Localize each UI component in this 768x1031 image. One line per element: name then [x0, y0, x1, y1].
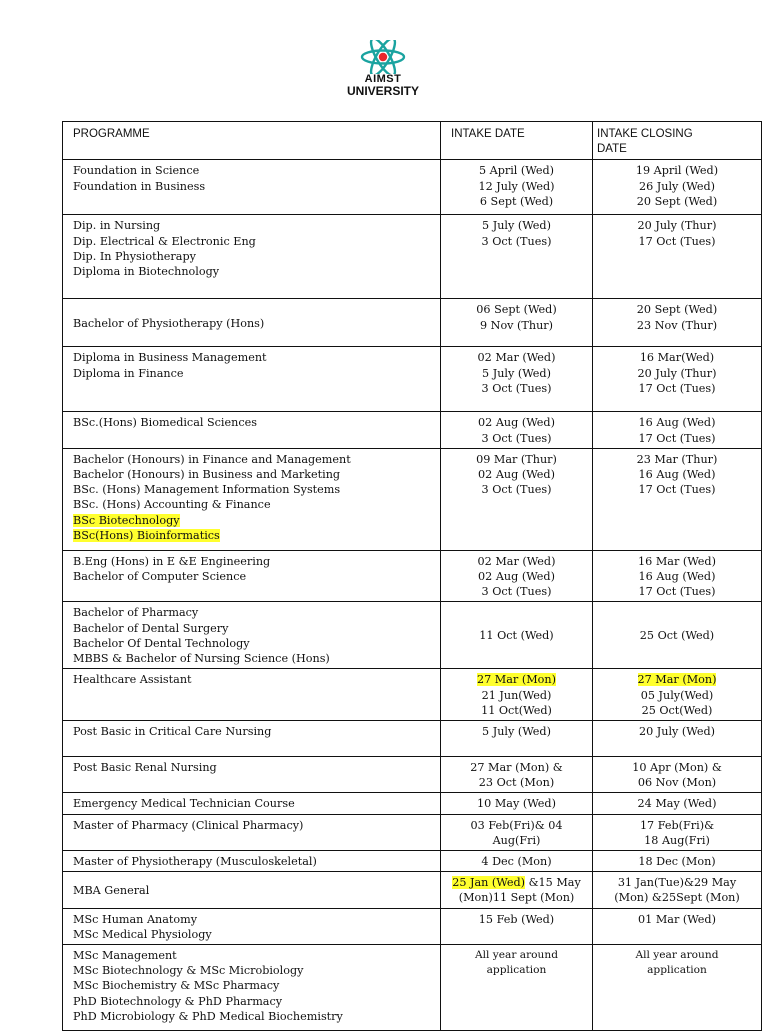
header-intake-date: INTAKE DATE — [441, 122, 593, 160]
programme-text: Bachelor (Honours) in Business and Marketing — [73, 468, 341, 482]
logo-name-line1: AIMST — [364, 73, 402, 85]
intake-date-text: (Mon)11 Sept (Mon) — [458, 891, 575, 905]
closing-date-line — [595, 963, 759, 978]
programme-text: Bachelor of Pharmacy — [73, 606, 199, 620]
closing-date-text: 18 Dec (Mon) — [638, 855, 716, 869]
programme-line — [73, 978, 436, 993]
programme-cell — [63, 851, 441, 872]
intake-date-text: 27 Mar (Mon) & — [470, 761, 563, 775]
programme-cell — [63, 299, 441, 347]
closing-date-line — [595, 366, 759, 381]
programme-text: PhD Microbiology & PhD Medical Biochemistry — [73, 1009, 343, 1023]
closing-date-text: 17 Oct (Tues) — [638, 234, 716, 248]
intake-date-line — [443, 569, 590, 584]
closing-date-line — [595, 672, 759, 687]
programme-line — [73, 218, 436, 233]
intake-date-line — [443, 724, 590, 739]
closing-date-line — [595, 724, 759, 739]
programme-line — [73, 796, 436, 811]
programme-line — [73, 366, 436, 381]
closing-date-text: 31 Jan(Tue)&29 May — [617, 876, 737, 890]
programme-text: Healthcare Assistant — [73, 673, 192, 687]
closing-date-text: 20 Sept (Wed) — [636, 194, 718, 208]
table-row — [63, 793, 762, 814]
intake-date-cell — [441, 757, 593, 793]
closing-date-text: 16 Mar (Wed) — [638, 554, 716, 568]
programme-line — [73, 415, 436, 430]
closing-date-cell — [593, 757, 762, 793]
intake-date-text: 3 Oct (Tues) — [481, 431, 552, 445]
table-row — [63, 550, 762, 602]
closing-date-line — [595, 415, 759, 430]
programme-line — [73, 994, 436, 1009]
table-row — [63, 721, 762, 757]
closing-date-line — [595, 318, 759, 333]
closing-date-text: 17 Oct (Tues) — [638, 483, 716, 497]
programme-cell — [63, 215, 441, 299]
intake-date-text: 03 Feb(Fri)& 04 — [470, 818, 563, 832]
intake-date-text: All year around — [475, 949, 558, 962]
closing-date-cell — [593, 602, 762, 669]
programme-cell — [63, 412, 441, 448]
closing-date-text: 25 Oct (Wed) — [639, 629, 715, 643]
programme-text: MSc Medical Physiology — [73, 927, 212, 941]
table-row — [63, 945, 762, 1031]
programme-line — [73, 672, 436, 687]
programme-line — [73, 569, 436, 584]
intake-date-cell — [441, 793, 593, 814]
programme-cell — [63, 602, 441, 669]
intake-date-line — [443, 672, 590, 687]
intake-date-cell — [441, 347, 593, 412]
closing-date-line — [595, 234, 759, 249]
intake-date-line — [443, 796, 590, 811]
closing-date-line — [595, 302, 759, 317]
intake-date-text: 3 Oct (Tues) — [481, 234, 552, 248]
table-row — [63, 347, 762, 412]
programme-text: Bachelor of Computer Science — [73, 570, 247, 584]
closing-date-text: 18 Aug(Fri) — [644, 833, 710, 847]
programme-line — [73, 760, 436, 775]
programme-line — [73, 636, 436, 651]
intake-date-line — [443, 350, 590, 365]
closing-date-text: (Mon) &25Sept (Mon) — [614, 891, 740, 905]
closing-date-line — [595, 818, 759, 833]
intake-date-line — [443, 452, 590, 467]
closing-date-line — [595, 890, 759, 905]
programme-text: MSc Human Anatomy — [73, 912, 198, 926]
table-row — [63, 669, 762, 721]
closing-date-text: 19 April (Wed) — [635, 164, 719, 178]
intake-date-text: 09 Mar (Thur) — [476, 452, 557, 466]
closing-date-text: 17 Feb(Fri)& — [639, 818, 715, 832]
intake-date-text: 15 Feb (Wed) — [478, 912, 555, 926]
intake-date-line — [443, 179, 590, 194]
intake-date-cell — [441, 160, 593, 215]
intake-date-text: 02 Aug (Wed) — [478, 570, 555, 584]
intake-date-text: 06 Sept (Wed) — [476, 303, 557, 317]
programme-cell — [63, 448, 441, 550]
table-row — [63, 602, 762, 669]
table-row — [63, 872, 762, 908]
intake-date-text: application — [486, 964, 547, 977]
closing-date-text: 01 Mar (Wed) — [638, 912, 716, 926]
closing-date-text: 20 July (Wed) — [638, 725, 716, 739]
closing-date-cell — [593, 721, 762, 757]
header-programme: PROGRAMME — [63, 122, 441, 160]
table-row — [63, 757, 762, 793]
programme-text: Foundation in Science — [73, 164, 200, 178]
programme-line — [73, 912, 436, 927]
programme-line — [73, 948, 436, 963]
table-row — [63, 412, 762, 448]
programme-text: MSc Biotechnology & MSc Microbiology — [73, 964, 304, 978]
programme-line — [73, 651, 436, 666]
closing-date-line — [595, 179, 759, 194]
intake-date-line — [443, 302, 590, 317]
closing-date-text: 17 Oct (Tues) — [638, 381, 716, 395]
programme-text: BSc Biotechnology — [73, 513, 180, 527]
closing-date-cell — [593, 299, 762, 347]
intake-date-text: 5 July (Wed) — [482, 219, 551, 233]
intake-date-text: 5 April (Wed) — [478, 164, 555, 178]
intake-date-cell — [441, 412, 593, 448]
programme-text: Bachelor Of Dental Technology — [73, 636, 250, 650]
programme-cell — [63, 793, 441, 814]
programme-line — [73, 605, 436, 620]
intake-date-text: 25 Jan (Wed) — [452, 876, 526, 890]
closing-date-line — [595, 760, 759, 775]
intake-date-cell — [441, 448, 593, 550]
intake-date-cell — [441, 814, 593, 850]
closing-date-text: 10 Apr (Mon) & — [632, 761, 722, 775]
intake-date-line — [443, 890, 590, 905]
closing-date-cell — [593, 412, 762, 448]
closing-date-cell — [593, 160, 762, 215]
intake-date-text: 02 Aug (Wed) — [478, 416, 555, 430]
closing-date-cell — [593, 872, 762, 908]
table-row — [63, 851, 762, 872]
programme-line — [73, 963, 436, 978]
intake-date-line — [443, 854, 590, 869]
intake-date-line — [443, 194, 590, 209]
closing-date-line — [595, 796, 759, 811]
closing-date-line — [595, 431, 759, 446]
table-row — [63, 299, 762, 347]
intake-date-line — [443, 628, 590, 643]
intake-date-line — [443, 366, 590, 381]
closing-date-text: 20 July (Thur) — [637, 366, 717, 380]
programme-text: Emergency Medical Technician Course — [73, 797, 295, 811]
table-row — [63, 160, 762, 215]
intake-date-text: 5 July (Wed) — [482, 725, 551, 739]
intake-date-text: 3 Oct (Tues) — [481, 483, 552, 497]
intake-date-line — [443, 688, 590, 703]
closing-date-text: 25 Oct(Wed) — [641, 703, 713, 717]
intake-date-text: 02 Aug (Wed) — [478, 468, 555, 482]
intake-date-cell — [441, 872, 593, 908]
intake-date-text: &15 May — [525, 876, 581, 890]
programme-line — [73, 854, 436, 869]
closing-date-cell — [593, 550, 762, 602]
intake-date-line — [443, 584, 590, 599]
table-row — [63, 814, 762, 850]
programme-text: Dip. Electrical & Electronic Eng — [73, 234, 256, 248]
programme-line — [73, 179, 436, 194]
closing-date-line — [595, 703, 759, 718]
intake-date-text: 11 Oct (Wed) — [479, 629, 554, 643]
closing-date-line — [595, 163, 759, 178]
intake-date-text: 3 Oct (Tues) — [481, 585, 552, 599]
programme-line — [73, 497, 436, 512]
closing-date-text: 16 Aug (Wed) — [638, 570, 716, 584]
programme-line — [73, 621, 436, 636]
programme-line — [73, 467, 436, 482]
logo-name-line2: UNIVERSITY — [346, 84, 419, 98]
closing-date-cell — [593, 793, 762, 814]
programme-cell — [63, 945, 441, 1031]
intake-date-cell — [441, 669, 593, 721]
closing-date-line — [595, 218, 759, 233]
closing-date-cell — [593, 347, 762, 412]
intake-date-line — [443, 760, 590, 775]
intake-date-cell — [441, 602, 593, 669]
intake-date-text: 11 Oct(Wed) — [481, 703, 552, 717]
programme-line — [73, 234, 436, 249]
intake-date-line — [443, 703, 590, 718]
intake-date-text: 6 Sept (Wed) — [479, 194, 554, 208]
intake-date-line — [443, 875, 590, 890]
header-closing-line1: INTAKE CLOSING — [597, 128, 693, 140]
programme-text: BSc. (Hons) Accounting & Finance — [73, 498, 271, 512]
programme-line — [73, 452, 436, 467]
intake-date-text: 02 Mar (Wed) — [477, 351, 556, 365]
intake-schedule-table — [62, 121, 762, 1031]
programme-text: Bachelor of Dental Surgery — [73, 621, 229, 635]
intake-date-line — [443, 963, 590, 978]
closing-date-cell — [593, 945, 762, 1031]
intake-date-text: 3 Oct (Tues) — [481, 381, 552, 395]
closing-date-cell — [593, 814, 762, 850]
closing-date-line — [595, 833, 759, 848]
programme-line — [73, 724, 436, 739]
programme-text: BSc.(Hons) Biomedical Sciences — [73, 416, 257, 430]
intake-date-line — [443, 381, 590, 396]
programme-text: Master of Pharmacy (Clinical Pharmacy) — [73, 818, 304, 832]
closing-date-line — [595, 854, 759, 869]
header-intake-closing-date — [593, 122, 762, 160]
intake-date-line — [443, 818, 590, 833]
programme-line — [73, 1009, 436, 1024]
closing-date-text: 17 Oct (Tues) — [638, 585, 716, 599]
intake-date-line — [443, 482, 590, 497]
programme-text: Dip. in Nursing — [73, 219, 161, 233]
programme-cell — [63, 814, 441, 850]
closing-date-line — [595, 467, 759, 482]
programme-text: Diploma in Finance — [73, 366, 184, 380]
intake-date-text: 5 July (Wed) — [482, 366, 551, 380]
atom-logo-icon — [360, 40, 406, 74]
university-logo — [340, 40, 426, 106]
closing-date-text: 06 Nov (Mon) — [637, 776, 717, 790]
table-row — [63, 908, 762, 944]
intake-date-text: 12 July (Wed) — [478, 179, 555, 193]
programme-text: Post Basic in Critical Care Nursing — [73, 725, 272, 739]
intake-date-line — [443, 431, 590, 446]
programme-text: Dip. In Physiotherapy — [73, 249, 196, 263]
intake-date-text: 9 Nov (Thur) — [479, 318, 554, 332]
intake-date-line — [443, 775, 590, 790]
programme-text: BSc. (Hons) Management Information Systems — [73, 483, 341, 497]
programme-line — [73, 350, 436, 365]
intake-date-line — [443, 234, 590, 249]
intake-date-line — [443, 912, 590, 927]
closing-date-line — [595, 912, 759, 927]
programme-text: B.Eng (Hons) in E &E Engineering — [73, 554, 271, 568]
programme-text: Post Basic Renal Nursing — [73, 761, 217, 775]
closing-date-text: 20 July (Thur) — [637, 219, 717, 233]
programme-line — [73, 249, 436, 264]
closing-date-text: 24 May (Wed) — [637, 797, 717, 811]
programme-cell — [63, 550, 441, 602]
intake-date-text: 21 Jun(Wed) — [481, 688, 552, 702]
table-header-row — [63, 122, 762, 160]
intake-date-text: Aug(Fri) — [492, 833, 541, 847]
intake-date-cell — [441, 721, 593, 757]
closing-date-line — [595, 875, 759, 890]
programme-text: Diploma in Business Management — [73, 351, 267, 365]
closing-date-text: 27 Mar (Mon) — [637, 673, 717, 687]
programme-line — [73, 163, 436, 178]
closing-date-cell — [593, 215, 762, 299]
closing-date-text: All year around — [635, 949, 719, 962]
intake-date-text: 4 Dec (Mon) — [481, 855, 552, 869]
programme-text: MBBS & Bachelor of Nursing Science (Hons) — [73, 652, 330, 666]
closing-date-line — [595, 350, 759, 365]
programme-line — [73, 528, 436, 543]
programme-text: MSc Biochemistry & MSc Pharmacy — [73, 979, 280, 993]
closing-date-cell — [593, 448, 762, 550]
programme-text: Master of Physiotherapy (Musculoskeletal) — [73, 855, 317, 869]
programme-text: Diploma in Biotechnology — [73, 265, 220, 279]
closing-date-line — [595, 482, 759, 497]
header-closing-line2: DATE — [597, 143, 627, 156]
programme-cell — [63, 347, 441, 412]
intake-date-cell — [441, 851, 593, 872]
intake-date-text: 23 Oct (Mon) — [478, 776, 555, 790]
intake-date-line — [443, 467, 590, 482]
closing-date-line — [595, 554, 759, 569]
closing-date-cell — [593, 669, 762, 721]
intake-date-cell — [441, 908, 593, 944]
programme-line — [73, 264, 436, 279]
table-row — [63, 215, 762, 299]
programme-cell — [63, 872, 441, 908]
programme-cell — [63, 669, 441, 721]
intake-date-line — [443, 948, 590, 963]
closing-date-cell — [593, 908, 762, 944]
programme-text: MSc Management — [73, 949, 177, 963]
closing-date-line — [595, 569, 759, 584]
closing-date-text: 16 Aug (Wed) — [638, 416, 716, 430]
programme-line — [73, 927, 436, 942]
intake-date-cell — [441, 299, 593, 347]
closing-date-text: 20 Sept (Wed) — [636, 303, 718, 317]
closing-date-text: application — [647, 964, 707, 977]
programme-text: MBA General — [73, 883, 150, 897]
programme-cell — [63, 908, 441, 944]
intake-date-line — [443, 833, 590, 848]
closing-date-line — [595, 584, 759, 599]
intake-date-text: 02 Mar (Wed) — [477, 554, 556, 568]
closing-date-line — [595, 948, 759, 963]
intake-date-line — [443, 163, 590, 178]
programme-cell — [63, 757, 441, 793]
intake-date-cell — [441, 550, 593, 602]
programme-text: Bachelor (Honours) in Finance and Management — [73, 452, 351, 466]
programme-text: Foundation in Business — [73, 179, 206, 193]
programme-line — [73, 883, 436, 898]
programme-line — [73, 818, 436, 833]
programme-line — [73, 482, 436, 497]
closing-date-text: 16 Mar(Wed) — [639, 351, 715, 365]
closing-date-text: 17 Oct (Tues) — [638, 431, 716, 445]
intake-date-line — [443, 218, 590, 233]
programme-line — [73, 316, 436, 331]
closing-date-cell — [593, 851, 762, 872]
closing-date-text: 23 Nov (Thur) — [636, 318, 718, 332]
programme-text: PhD Biotechnology & PhD Pharmacy — [73, 994, 283, 1008]
closing-date-text: 16 Aug (Wed) — [638, 468, 716, 482]
intake-date-line — [443, 318, 590, 333]
closing-date-text: 26 July (Wed) — [638, 179, 716, 193]
closing-date-text: 05 July(Wed) — [640, 688, 714, 702]
programme-cell — [63, 160, 441, 215]
closing-date-line — [595, 688, 759, 703]
intake-date-line — [443, 554, 590, 569]
programme-line — [73, 554, 436, 569]
programme-text: BSc(Hons) Bioinformatics — [73, 528, 220, 542]
closing-date-line — [595, 628, 759, 643]
closing-date-line — [595, 194, 759, 209]
programme-cell — [63, 721, 441, 757]
intake-date-line — [443, 415, 590, 430]
intake-date-cell — [441, 945, 593, 1031]
programme-text: Bachelor of Physiotherapy (Hons) — [73, 316, 265, 330]
closing-date-line — [595, 452, 759, 467]
intake-date-text: 10 May (Wed) — [477, 797, 556, 811]
closing-date-line — [595, 775, 759, 790]
intake-date-text: 27 Mar (Mon) — [477, 673, 556, 687]
closing-date-line — [595, 381, 759, 396]
programme-line — [73, 513, 436, 528]
intake-date-cell — [441, 215, 593, 299]
table-row — [63, 448, 762, 550]
closing-date-text: 23 Mar (Thur) — [636, 452, 718, 466]
